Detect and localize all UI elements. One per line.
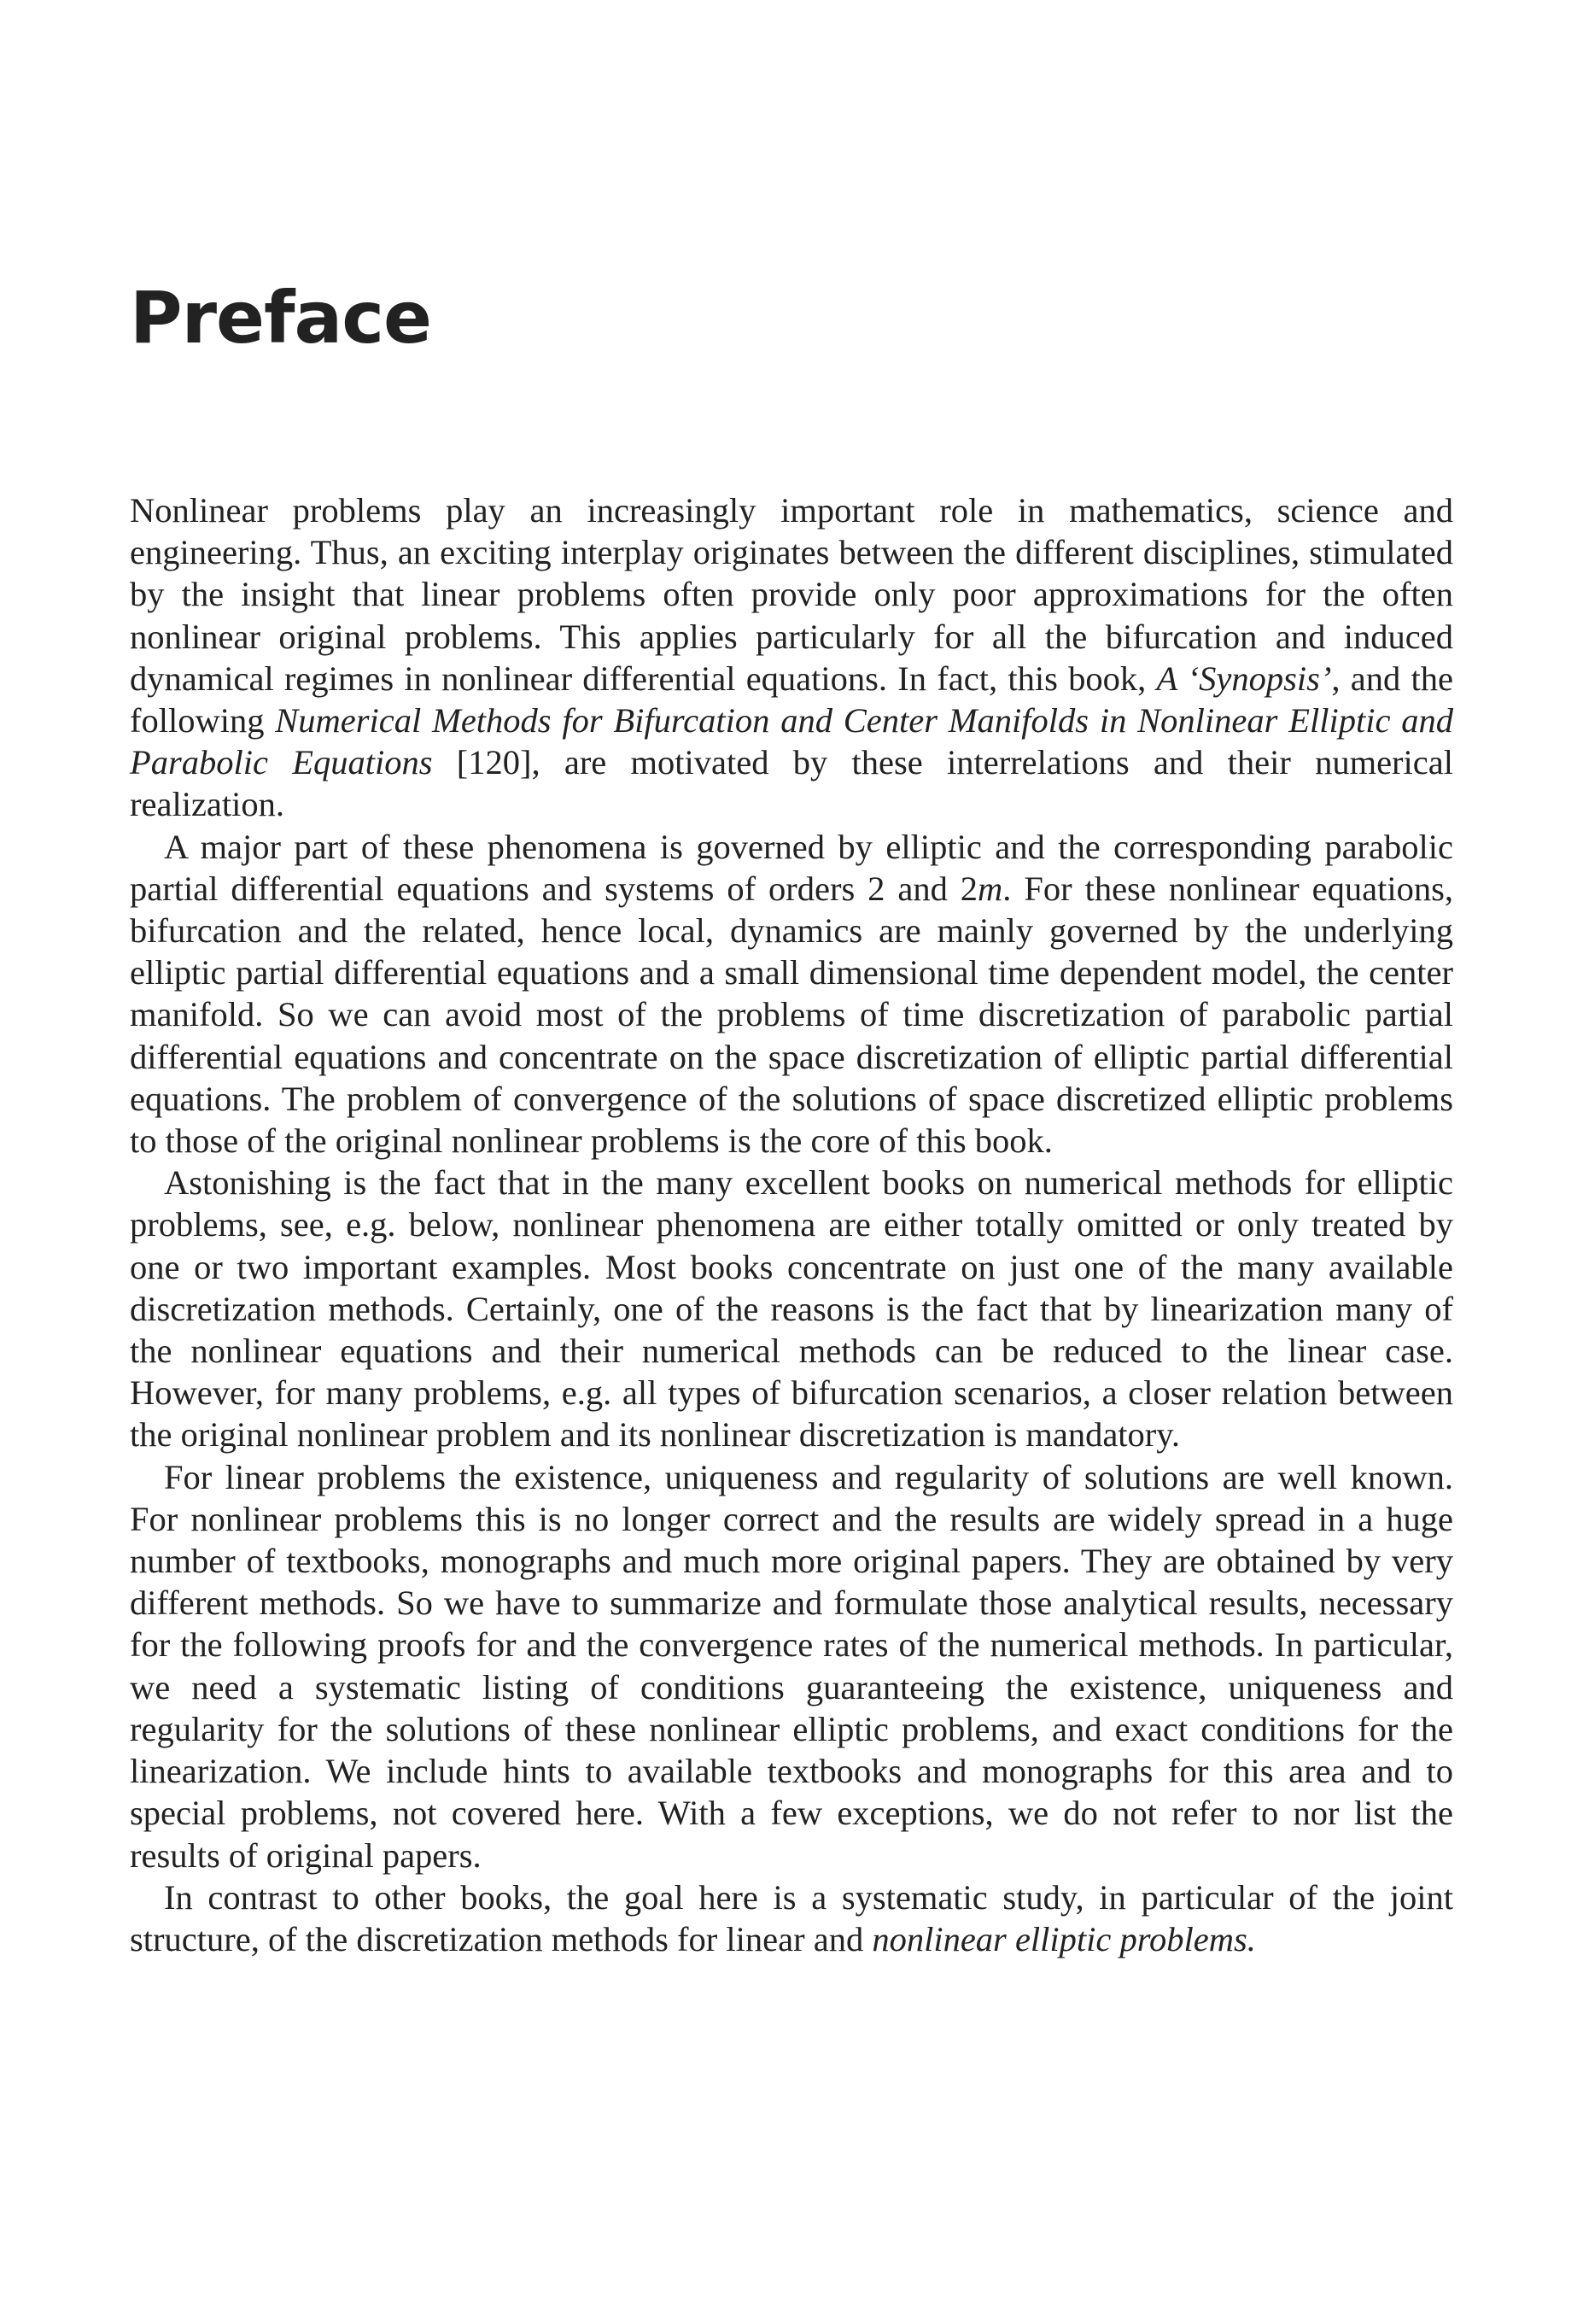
text-segment: For linear problems the existence, uniqueness and regularity of solutions are well known. For nonlinear problems this is no longer correct and the results are widely spread in a huge number of textbooks, monographs and much more original papers. They are obtained by very different methods. So we have to summarize and formulate those analytical results, necessary for the following proofs for and the convergence rates of the numerical methods. In particular, we need a systematic listing of conditions guaranteeing the existence, uniqueness and regularity for the solutions of these nonlinear elliptic problems, and exact conditions for the linearization. We include hints to available textbooks and monographs for this area and to special problems, not covered here. With a few exceptions, we do not refer to nor list the results of original papers. [130, 1457, 1453, 1875]
chapter-title: Preface [130, 276, 431, 360]
paragraph-3 [130, 1162, 1453, 1455]
paragraph-5 [130, 1876, 1453, 1960]
paragraph-4 [130, 1456, 1453, 1876]
text-segment: Nonlinear problems play an increasingly important role in mathematics, science and engineering. Thus, an exciting interplay originates between the different disciplines, stimulated by the insight that linear problems often provide only poor approximations for the often nonlinear original problems. This applies particularly for all the bifurcation and induced dynamical regimes in nonlinear differential equations. In fact, this book, [130, 491, 1453, 698]
text-segment: Astonishing is the fact that in the many excellent books on numerical methods for elliptic problems, see, e.g. below, nonlinear phenomena are either totally omitted or only treated by one or two important examples. Most books concentrate on just one of the many available discretization methods. Certainly, one of the reasons is the fact that by linearization many of the nonlinear equations and their numerical methods can be reduced to the linear case. However, for many problems, e.g. all types of bifurcation scenarios, a closer relation between the original nonlinear problem and its nonlinear discretization is mandatory. [130, 1163, 1453, 1455]
emphasis-nonlinear-elliptic: nonlinear elliptic problems. [872, 1919, 1256, 1958]
book-title-synopsis: A ‘Synopsis’ [1156, 659, 1332, 698]
math-variable-m: m [978, 869, 1003, 908]
text-segment: In contrast to other books, the goal here is a systematic study, in particular of the joint structure, of the discretization methods for linear and [130, 1877, 1453, 1958]
paragraph-2 [130, 826, 1453, 1162]
text-segment: . For these nonlinear equations, bifurcation and the related, hence local, dynamics are mainly governed by the underlying elliptic partial differential equations and a small dimensional time dependent model, the center manifold. So we can avoid most of the problems of time discretization of parabolic partial differential equations and concentrate on the space discretization of elliptic partial differential equations. The problem of convergence of the solutions of space discretized elliptic problems to those of the original nonlinear problems is the core of this book. [130, 869, 1453, 1161]
text-segment: , and the following [130, 659, 1453, 741]
text-segment: A major part of these phenomena is governed by elliptic and the corresponding parabolic partial differential equations and systems of orders 2 and 2 [130, 827, 1453, 908]
paragraph-1 [130, 489, 1453, 826]
preface-body [130, 489, 1453, 1960]
book-title-numerical-methods: Numerical Methods for Bifurcation and Center Manifolds in Nonlinear Elliptic and Parabolic Equations [130, 701, 1453, 782]
text-segment-citation: [120], are motivated by these interrelations and their numerical realization. [130, 743, 1453, 824]
